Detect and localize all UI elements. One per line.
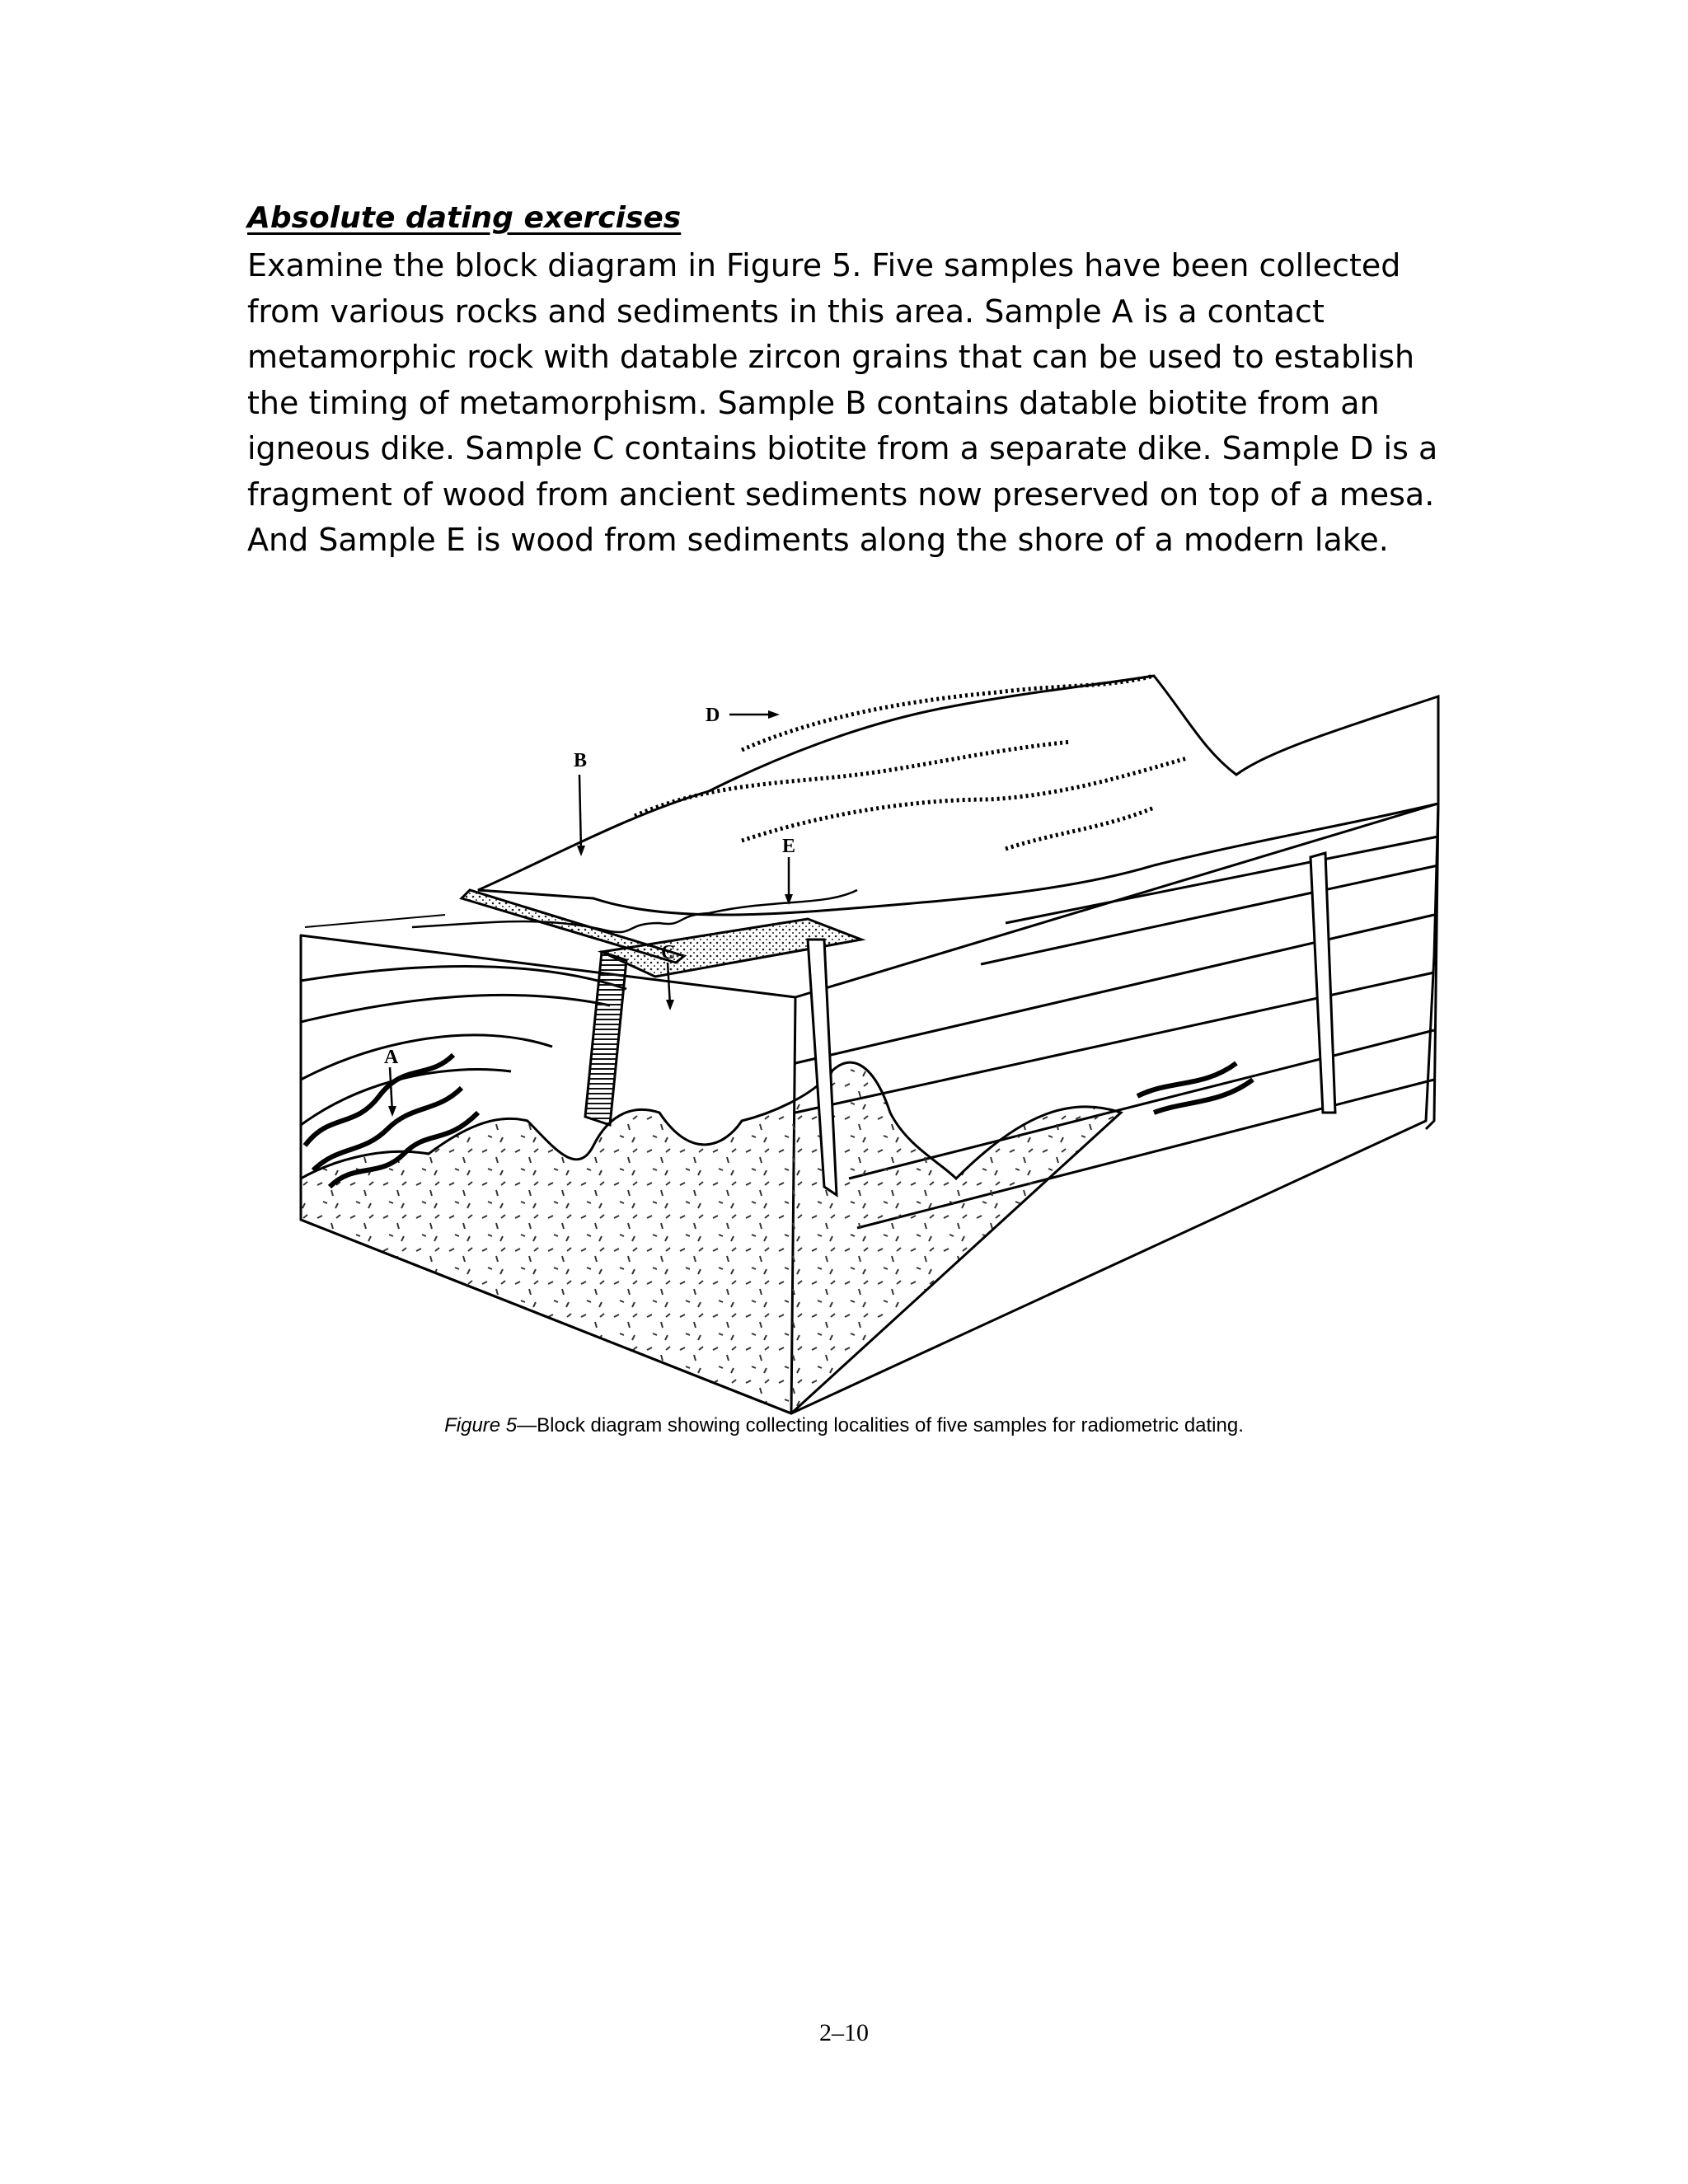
- paragraph-line: fragment of wood from ancient sediments now preserved on top of a mesa.: [247, 476, 1435, 513]
- block-diagram-figure: [280, 651, 1442, 1418]
- svg-text:D: D: [706, 705, 720, 726]
- svg-text:B: B: [574, 750, 588, 771]
- exercise-paragraph: [247, 243, 1451, 564]
- paragraph-line: metamorphic rock with datable zircon grains that can be used to establish: [247, 339, 1415, 375]
- sample-d-marker: [706, 705, 780, 726]
- svg-text:E: E: [782, 836, 796, 857]
- paragraph-line: from various rocks and sediments in this area. Sample A is a contact: [247, 293, 1325, 330]
- paragraph-line: the timing of metamorphism. Sample B contains datable biotite from an: [247, 384, 1380, 421]
- figure-caption: [0, 1414, 1688, 1437]
- section-heading: Absolute dating exercises: [247, 201, 682, 235]
- paragraph-line: And Sample E is wood from sediments along the shore of a modern lake.: [247, 522, 1389, 558]
- svg-text:A: A: [384, 1047, 399, 1068]
- paragraph-line: Examine the block diagram in Figure 5. Five samples have been collected: [247, 247, 1401, 284]
- caption-label: Figure 5: [444, 1414, 518, 1436]
- page-number: 2–10: [819, 2019, 869, 2046]
- svg-text:C: C: [661, 942, 676, 963]
- caption-text: —Block diagram showing collecting localities of five samples for radiometric dating.: [517, 1414, 1244, 1436]
- paragraph-line: igneous dike. Sample C contains biotite from a separate dike. Sample D is a: [247, 430, 1438, 466]
